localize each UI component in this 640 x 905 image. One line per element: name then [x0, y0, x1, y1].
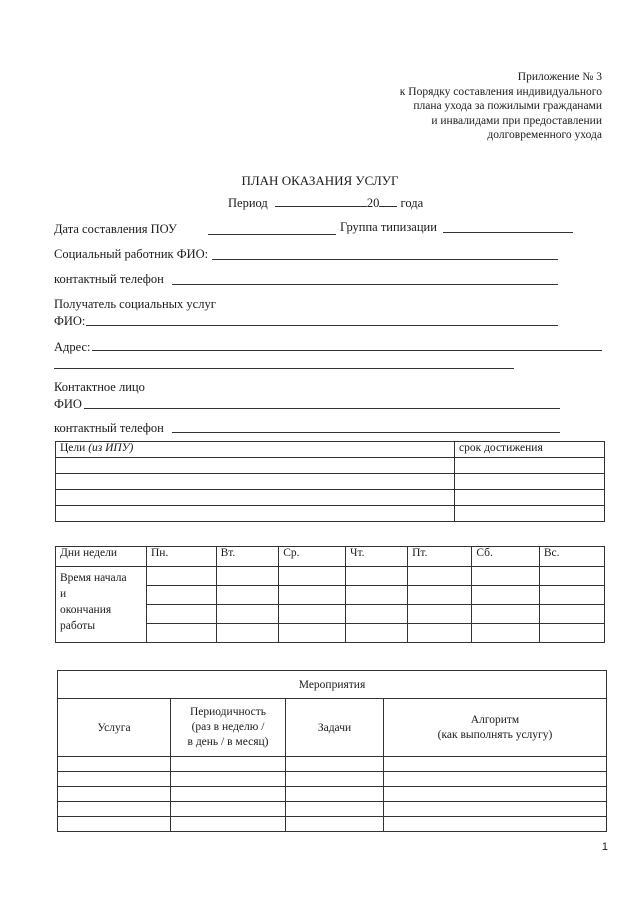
- day-fri: Пт.: [408, 547, 472, 567]
- page-number: 1: [601, 841, 608, 853]
- schedule-cell[interactable]: [539, 624, 604, 643]
- time-label: [56, 567, 147, 643]
- schedule-cell[interactable]: [279, 567, 346, 586]
- contact-phone-input-line[interactable]: [172, 432, 560, 433]
- social-worker-label: Социальный работник ФИО:: [54, 247, 209, 261]
- goal-cell[interactable]: [56, 490, 455, 506]
- schedule-cell[interactable]: [472, 605, 539, 624]
- activity-cell[interactable]: [58, 772, 171, 787]
- activity-cell[interactable]: [384, 802, 607, 817]
- goal-cell[interactable]: [56, 474, 455, 490]
- activity-cell[interactable]: [384, 757, 607, 772]
- schedule-cell[interactable]: [472, 567, 539, 586]
- day-mon: Пн.: [147, 547, 217, 567]
- tasks-header: Задачи: [286, 699, 384, 757]
- algorithm-header-line: Алгоритм: [470, 713, 520, 726]
- deadline-cell[interactable]: [455, 474, 605, 490]
- phone-label: контактный телефон: [54, 272, 164, 286]
- activity-cell[interactable]: [384, 787, 607, 802]
- schedule-cell[interactable]: [408, 624, 472, 643]
- schedule-cell[interactable]: [539, 605, 604, 624]
- day-tue: Вт.: [216, 547, 279, 567]
- schedule-cell[interactable]: [147, 605, 217, 624]
- goals-table: [55, 441, 605, 522]
- period-year-prefix: 20: [366, 196, 380, 210]
- activities-header: Мероприятия: [58, 671, 607, 699]
- appendix-note: [400, 70, 602, 143]
- period-input-line[interactable]: [275, 196, 367, 207]
- schedule-cell[interactable]: [408, 586, 472, 605]
- schedule-cell[interactable]: [147, 586, 217, 605]
- activity-cell[interactable]: [171, 772, 286, 787]
- schedule-cell[interactable]: [216, 624, 279, 643]
- appendix-line: Приложение № 3: [517, 71, 602, 83]
- activity-cell[interactable]: [286, 757, 384, 772]
- day-sat: Сб.: [472, 547, 539, 567]
- frequency-header-line: Периодичность: [189, 706, 267, 718]
- day-wed: Ср.: [279, 547, 346, 567]
- schedule-cell[interactable]: [408, 567, 472, 586]
- contact-phone-label: контактный телефон: [54, 421, 164, 435]
- appendix-line: и инвалидами при предоставлении: [431, 114, 602, 127]
- recipient-fio-label: ФИО:: [54, 314, 86, 328]
- period-year-input-line[interactable]: [379, 196, 397, 207]
- schedule-cell[interactable]: [279, 605, 346, 624]
- deadline-header: срок достижения: [455, 442, 605, 458]
- schedule-cell[interactable]: [147, 624, 217, 643]
- activity-cell[interactable]: [58, 787, 171, 802]
- days-header: Дни недели: [56, 547, 147, 567]
- time-label-line: окончания: [60, 604, 112, 616]
- address-input-line-2[interactable]: [54, 368, 514, 369]
- activities-table: [57, 670, 607, 832]
- period-year-suffix: года: [400, 196, 424, 210]
- goal-cell[interactable]: [56, 458, 455, 474]
- date-label: Дата составления ПОУ: [54, 222, 177, 236]
- algorithm-header-line: (как выполнять услугу): [437, 728, 553, 741]
- schedule-cell[interactable]: [539, 586, 604, 605]
- time-label-line: Время начала: [60, 572, 127, 584]
- service-header: Услуга: [58, 699, 171, 757]
- activity-cell[interactable]: [286, 787, 384, 802]
- address-label: Адрес:: [54, 340, 91, 354]
- document-title: ПЛАН ОКАЗАНИЯ УСЛУГ: [241, 173, 399, 188]
- schedule-cell[interactable]: [345, 586, 407, 605]
- schedule-table: [55, 546, 605, 643]
- contact-person-fio-input-line[interactable]: [84, 408, 560, 409]
- activity-cell[interactable]: [58, 757, 171, 772]
- period-row: [228, 196, 423, 211]
- goals-note: (из ИПУ): [88, 442, 134, 454]
- schedule-cell[interactable]: [345, 567, 407, 586]
- address-input-line[interactable]: [92, 350, 602, 351]
- frequency-header: [171, 699, 286, 757]
- appendix-line: к Порядку составления индивидуального: [399, 85, 602, 98]
- activity-cell[interactable]: [58, 802, 171, 817]
- activity-cell[interactable]: [384, 817, 607, 832]
- schedule-cell[interactable]: [279, 624, 346, 643]
- contact-person-fio-label: ФИО: [54, 397, 82, 411]
- activity-cell[interactable]: [171, 787, 286, 802]
- schedule-cell[interactable]: [472, 586, 539, 605]
- recipient-fio-input-line[interactable]: [86, 325, 558, 326]
- deadline-cell[interactable]: [455, 506, 605, 522]
- activity-cell[interactable]: [58, 817, 171, 832]
- activity-cell[interactable]: [286, 817, 384, 832]
- date-input-line[interactable]: [208, 234, 336, 235]
- goals-label: Цели: [60, 442, 86, 454]
- schedule-cell[interactable]: [279, 586, 346, 605]
- group-label: Группа типизации: [340, 220, 437, 234]
- schedule-cell[interactable]: [345, 624, 407, 643]
- deadline-cell[interactable]: [455, 490, 605, 506]
- period-label: Период: [228, 196, 268, 210]
- frequency-header-line: в день / в месяц): [187, 736, 269, 748]
- schedule-cell[interactable]: [539, 567, 604, 586]
- activity-cell[interactable]: [286, 772, 384, 787]
- schedule-cell[interactable]: [472, 624, 539, 643]
- schedule-cell[interactable]: [408, 605, 472, 624]
- frequency-header-line: (раз в неделю /: [191, 721, 265, 733]
- schedule-cell[interactable]: [216, 567, 279, 586]
- algorithm-header: [384, 699, 607, 757]
- contact-person-label: Контактное лицо: [54, 380, 145, 394]
- group-input-line[interactable]: [443, 232, 573, 233]
- activity-cell[interactable]: [286, 802, 384, 817]
- appendix-line: плана ухода за пожилыми гражданами: [413, 100, 602, 112]
- schedule-cell[interactable]: [216, 586, 279, 605]
- time-label-line: и: [60, 588, 67, 600]
- day-thu: Чт.: [345, 547, 407, 567]
- deadline-cell[interactable]: [455, 458, 605, 474]
- goals-header: [56, 442, 455, 458]
- activity-cell[interactable]: [171, 817, 286, 832]
- social-worker-input-line[interactable]: [212, 259, 558, 260]
- schedule-cell[interactable]: [345, 605, 407, 624]
- schedule-cell[interactable]: [216, 605, 279, 624]
- phone-input-line[interactable]: [172, 284, 558, 285]
- activity-cell[interactable]: [171, 802, 286, 817]
- time-label-line: работы: [60, 620, 96, 632]
- appendix-line: долговременного ухода: [487, 129, 602, 141]
- day-sun: Вс.: [539, 547, 604, 567]
- activity-cell[interactable]: [171, 757, 286, 772]
- schedule-cell[interactable]: [147, 567, 217, 586]
- activity-cell[interactable]: [384, 772, 607, 787]
- recipient-label: Получатель социальных услуг: [54, 297, 216, 311]
- goal-cell[interactable]: [56, 506, 455, 522]
